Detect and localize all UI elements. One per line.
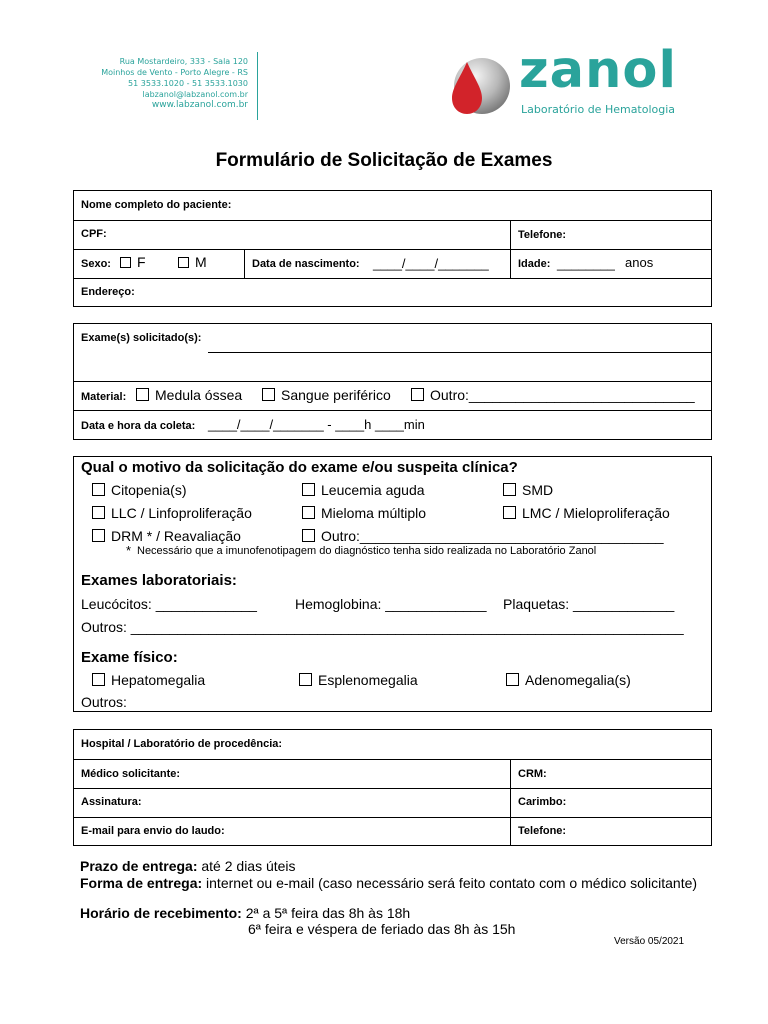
leucocytes-field[interactable]: Leucócitos: _____________ — [81, 596, 257, 612]
platelets-field[interactable]: Plaquetas: _____________ — [503, 596, 675, 612]
deadline-label: Prazo de entrega: — [80, 858, 198, 874]
lab-others-field[interactable]: Outros: _______________________________________________________________________ — [81, 619, 684, 635]
address-line: Moinhos de Vento - Porto Alegre - RS — [101, 68, 248, 77]
material-bone-marrow-option[interactable]: Medula óssea — [136, 387, 242, 403]
address-row[interactable] — [74, 278, 711, 306]
brand-subtitle: Laboratório de Hematologia — [521, 103, 676, 116]
requested-exams-line — [208, 352, 711, 353]
sex-m-option[interactable]: M — [178, 254, 207, 270]
crm-label: CRM: — [518, 768, 547, 780]
hospital-label: Hospital / Laboratório de procedência: — [81, 738, 283, 750]
material-label: Material: — [81, 391, 127, 403]
checkbox-icon[interactable] — [92, 483, 105, 496]
reason-option[interactable]: Leucemia aguda — [302, 482, 425, 498]
doctor-label: Médico solicitante: — [81, 768, 181, 780]
lab-exams-heading: Exames laboratoriais: — [81, 572, 237, 589]
website-line: www.labzanol.com.br — [151, 100, 248, 110]
footnote-mark: * — [126, 543, 132, 558]
collection-label: Data e hora da coleta: — [81, 420, 196, 432]
reason-option[interactable]: SMD — [503, 482, 553, 498]
dob-field[interactable]: ____/____/_______ — [373, 256, 489, 271]
patient-name-row[interactable] — [74, 191, 711, 221]
header-divider — [257, 52, 258, 120]
collection-row — [74, 410, 711, 439]
delivery-method — [80, 875, 697, 891]
zanol-logo-icon — [446, 54, 512, 120]
address-line: Rua Mostardeiro, 333 - Sala 120 — [119, 57, 248, 66]
age-unit: anos — [625, 255, 654, 270]
reason-option[interactable]: DRM * / Reavaliação — [92, 528, 241, 544]
clinical-reason-heading: Qual o motivo da solicitação do exame e/ou suspeita clínica? — [81, 459, 518, 476]
checkbox-icon[interactable] — [411, 388, 424, 401]
collection-field[interactable]: ____/____/_______ - ____h ____min — [208, 417, 425, 432]
stamp-label: Carimbo: — [518, 796, 567, 808]
reason-option[interactable]: Citopenia(s) — [92, 482, 186, 498]
dob-label: Data de nascimento: — [252, 258, 360, 270]
reason-other-option[interactable]: Outro:_______________________________________ — [302, 528, 664, 544]
hemoglobin-field[interactable]: Hemoglobina: _____________ — [295, 596, 487, 612]
checkbox-icon[interactable] — [302, 483, 315, 496]
reason-option[interactable]: LMC / Mieloproliferação — [503, 505, 670, 521]
reason-option[interactable]: LLC / Linfoproliferação — [92, 505, 252, 521]
doctor-row — [74, 759, 711, 789]
sex-label: Sexo: — [81, 258, 111, 270]
hours-line-1: 2ª a 5ª feira das 8h às 18h — [245, 905, 411, 921]
delivery-deadline — [80, 858, 296, 874]
sex-f-option[interactable]: F — [120, 254, 146, 270]
address-label: Endereço: — [81, 286, 135, 298]
footnote-text: Necessário que a imunofenotipagem do diagnóstico tenha sido realizada no Laboratório Zanol — [137, 545, 597, 557]
physical-others-field[interactable]: Outros: — [81, 694, 127, 710]
email-row — [74, 817, 711, 845]
requested-exams-row[interactable] — [74, 324, 711, 382]
checkbox-icon[interactable] — [136, 388, 149, 401]
origin-section — [73, 729, 712, 846]
material-other-option[interactable]: Outro:_____________________________ — [411, 387, 695, 403]
email-line: labzanol@labzanol.com.br — [142, 90, 248, 99]
checkbox-icon[interactable] — [120, 257, 131, 268]
checkbox-icon[interactable] — [92, 506, 105, 519]
checkbox-icon[interactable] — [506, 673, 519, 686]
physical-option[interactable]: Adenomegalia(s) — [506, 672, 631, 688]
signature-row — [74, 788, 711, 818]
lab-address — [60, 56, 248, 111]
patient-phone-label: Telefone: — [518, 229, 567, 241]
deadline-value: até 2 dias úteis — [201, 858, 296, 874]
age-field[interactable]: ________ — [557, 256, 615, 271]
sex-dob-age-row — [74, 249, 711, 279]
physical-option[interactable]: Esplenomegalia — [299, 672, 418, 688]
clinical-reason-section — [73, 456, 712, 712]
cpf-label: CPF: — [81, 228, 107, 240]
physical-exam-heading: Exame físico: — [81, 649, 178, 666]
patient-section — [73, 190, 712, 307]
checkbox-icon[interactable] — [503, 483, 516, 496]
material-peripheral-blood-option[interactable]: Sangue periférico — [262, 387, 391, 403]
phone-line: 51 3533.1020 - 51 3533.1030 — [128, 79, 248, 88]
exam-section — [73, 323, 712, 440]
hospital-row[interactable] — [74, 730, 711, 760]
checkbox-icon[interactable] — [302, 529, 315, 542]
checkbox-icon[interactable] — [92, 673, 105, 686]
checkbox-icon[interactable] — [299, 673, 312, 686]
signature-label: Assinatura: — [81, 796, 142, 808]
checkbox-icon[interactable] — [262, 388, 275, 401]
reason-option[interactable]: Mieloma múltiplo — [302, 505, 426, 521]
reception-hours — [80, 905, 410, 921]
patient-name-label: Nome completo do paciente: — [81, 199, 232, 211]
cpf-row — [74, 220, 711, 250]
delivery-value: internet ou e-mail (caso necessário será feito contato com o médico solicitante) — [206, 875, 698, 891]
physical-option[interactable]: Hepatomegalia — [92, 672, 205, 688]
checkbox-icon[interactable] — [503, 506, 516, 519]
checkbox-icon[interactable] — [178, 257, 189, 268]
brand-name: zanol — [519, 41, 677, 100]
delivery-label: Forma de entrega: — [80, 875, 203, 891]
requested-exams-label: Exame(s) solicitado(s): — [81, 332, 202, 344]
page-title: Formulário de Solicitação de Exames — [215, 150, 553, 171]
checkbox-icon[interactable] — [302, 506, 315, 519]
checkbox-icon[interactable] — [92, 529, 105, 542]
hours-label: Horário de recebimento: — [80, 905, 242, 921]
age-label: Idade: — [518, 258, 551, 270]
version-label: Versão 05/2021 — [614, 936, 685, 947]
origin-phone-label: Telefone: — [518, 825, 567, 837]
material-row — [74, 381, 711, 411]
email-label: E-mail para envio do laudo: — [81, 825, 225, 837]
hours-line-2: 6ª feira e véspera de feriado das 8h às 15h — [248, 921, 516, 937]
